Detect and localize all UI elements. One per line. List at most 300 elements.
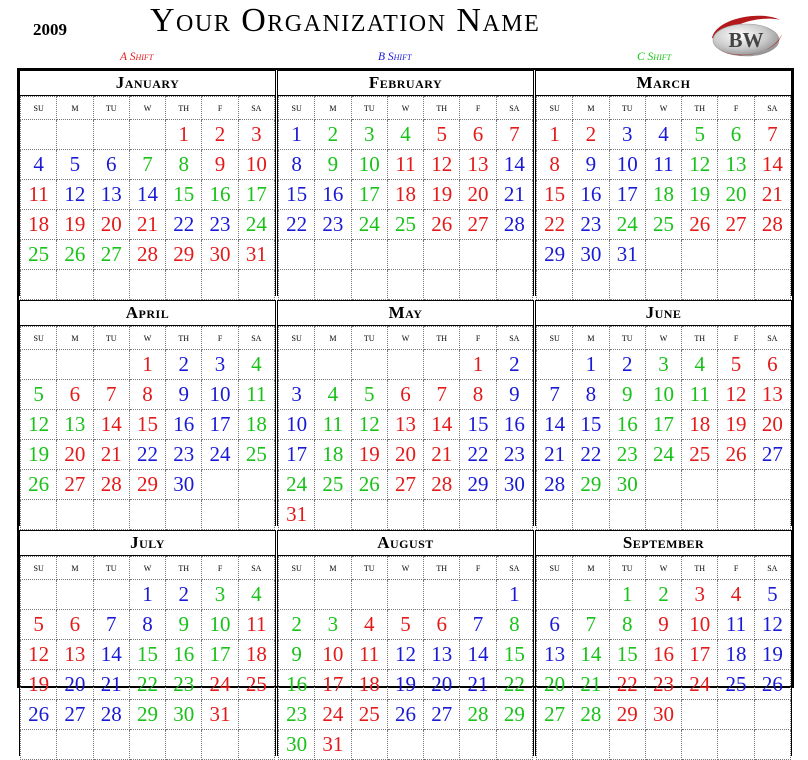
- day-cell: 1: [609, 580, 645, 610]
- day-cell: 20: [57, 670, 93, 700]
- day-cell: 1: [573, 350, 609, 380]
- empty-cell: [129, 120, 165, 150]
- day-cell: 15: [460, 410, 496, 440]
- day-cell: 8: [537, 150, 573, 180]
- weekday-header: th: [682, 327, 718, 350]
- weekday-header: w: [387, 557, 423, 580]
- day-cell: 20: [424, 670, 460, 700]
- weekday-header: f: [460, 327, 496, 350]
- day-cell: 5: [21, 380, 57, 410]
- day-cell: 9: [166, 380, 202, 410]
- day-cell: 26: [21, 470, 57, 500]
- day-cell: 8: [129, 610, 165, 640]
- day-cell: 24: [645, 440, 681, 470]
- empty-cell: [279, 240, 315, 270]
- empty-cell: [93, 730, 129, 760]
- empty-cell: [387, 500, 423, 530]
- day-cell: 24: [682, 670, 718, 700]
- day-cell: 7: [496, 120, 532, 150]
- month-name: January: [20, 71, 275, 96]
- month-may: [277, 300, 534, 526]
- day-cell: 15: [129, 640, 165, 670]
- day-cell: 19: [718, 410, 754, 440]
- weekday-header: m: [573, 97, 609, 120]
- day-cell: 19: [424, 180, 460, 210]
- day-cell: 12: [21, 640, 57, 670]
- empty-cell: [387, 270, 423, 300]
- day-cell: 4: [645, 120, 681, 150]
- day-cell: 16: [202, 180, 238, 210]
- empty-cell: [279, 270, 315, 300]
- day-cell: 9: [609, 380, 645, 410]
- day-cell: 6: [537, 610, 573, 640]
- day-cell: 23: [573, 210, 609, 240]
- month-table: [20, 556, 275, 760]
- day-cell: 25: [21, 240, 57, 270]
- weekday-header: f: [460, 97, 496, 120]
- day-cell: 6: [754, 350, 790, 380]
- day-cell: 7: [424, 380, 460, 410]
- day-cell: 21: [460, 670, 496, 700]
- month-name: February: [278, 71, 533, 96]
- empty-cell: [387, 350, 423, 380]
- day-cell: 27: [57, 700, 93, 730]
- day-cell: 11: [682, 380, 718, 410]
- shift-b-legend: B Shift: [378, 51, 412, 63]
- weekday-header: w: [387, 327, 423, 350]
- empty-cell: [496, 730, 532, 760]
- weekday-header: f: [718, 327, 754, 350]
- weekday-header: th: [424, 557, 460, 580]
- weekday-header: m: [573, 557, 609, 580]
- day-cell: 10: [202, 610, 238, 640]
- empty-cell: [238, 730, 274, 760]
- day-cell: 15: [166, 180, 202, 210]
- day-cell: 7: [573, 610, 609, 640]
- day-cell: 8: [496, 610, 532, 640]
- day-cell: 9: [166, 610, 202, 640]
- month-table: [20, 326, 275, 530]
- day-cell: 6: [424, 610, 460, 640]
- empty-cell: [238, 470, 274, 500]
- day-cell: 30: [202, 240, 238, 270]
- day-cell: 26: [424, 210, 460, 240]
- day-cell: 20: [754, 410, 790, 440]
- empty-cell: [387, 580, 423, 610]
- day-cell: 5: [718, 350, 754, 380]
- empty-cell: [609, 500, 645, 530]
- empty-cell: [57, 580, 93, 610]
- day-cell: 12: [718, 380, 754, 410]
- day-cell: 12: [682, 150, 718, 180]
- logo-text: BW: [728, 28, 764, 52]
- empty-cell: [718, 700, 754, 730]
- day-cell: 23: [202, 210, 238, 240]
- empty-cell: [351, 500, 387, 530]
- day-cell: 27: [537, 700, 573, 730]
- weekday-header: th: [682, 97, 718, 120]
- weekday-header: tu: [609, 327, 645, 350]
- day-cell: 8: [129, 380, 165, 410]
- weekday-header: sa: [754, 97, 790, 120]
- day-cell: 11: [238, 610, 274, 640]
- weekday-header: tu: [609, 557, 645, 580]
- day-cell: 21: [496, 180, 532, 210]
- day-cell: 17: [202, 640, 238, 670]
- day-cell: 16: [609, 410, 645, 440]
- day-cell: 20: [57, 440, 93, 470]
- empty-cell: [537, 730, 573, 760]
- day-cell: 18: [238, 410, 274, 440]
- weekday-header: w: [129, 97, 165, 120]
- weekday-header: f: [202, 557, 238, 580]
- empty-cell: [460, 580, 496, 610]
- day-cell: 13: [537, 640, 573, 670]
- day-cell: 24: [315, 700, 351, 730]
- empty-cell: [645, 730, 681, 760]
- day-cell: 17: [645, 410, 681, 440]
- day-cell: 3: [238, 120, 274, 150]
- day-cell: 17: [351, 180, 387, 210]
- empty-cell: [496, 500, 532, 530]
- day-cell: 30: [166, 700, 202, 730]
- weekday-header: sa: [496, 97, 532, 120]
- weekday-header: w: [645, 557, 681, 580]
- day-cell: 22: [496, 670, 532, 700]
- day-cell: 7: [754, 120, 790, 150]
- empty-cell: [754, 470, 790, 500]
- empty-cell: [537, 350, 573, 380]
- empty-cell: [57, 350, 93, 380]
- empty-cell: [238, 700, 274, 730]
- day-cell: 11: [351, 640, 387, 670]
- day-cell: 20: [460, 180, 496, 210]
- day-cell: 26: [351, 470, 387, 500]
- empty-cell: [279, 580, 315, 610]
- empty-cell: [718, 240, 754, 270]
- weekday-header: m: [57, 97, 93, 120]
- day-cell: 11: [718, 610, 754, 640]
- weekday-header: tu: [609, 97, 645, 120]
- day-cell: 31: [279, 500, 315, 530]
- day-cell: 14: [93, 640, 129, 670]
- day-cell: 6: [718, 120, 754, 150]
- day-cell: 14: [424, 410, 460, 440]
- day-cell: 15: [573, 410, 609, 440]
- day-cell: 29: [496, 700, 532, 730]
- day-cell: 18: [682, 410, 718, 440]
- empty-cell: [21, 120, 57, 150]
- empty-cell: [424, 350, 460, 380]
- empty-cell: [537, 580, 573, 610]
- weekday-header: th: [166, 327, 202, 350]
- weekday-header: f: [202, 97, 238, 120]
- empty-cell: [460, 240, 496, 270]
- day-cell: 13: [93, 180, 129, 210]
- empty-cell: [537, 500, 573, 530]
- empty-cell: [21, 730, 57, 760]
- weekday-header: su: [21, 327, 57, 350]
- day-cell: 7: [129, 150, 165, 180]
- day-cell: 18: [238, 640, 274, 670]
- day-cell: 10: [682, 610, 718, 640]
- month-table: [536, 326, 791, 530]
- empty-cell: [202, 270, 238, 300]
- day-cell: 14: [496, 150, 532, 180]
- day-cell: 27: [93, 240, 129, 270]
- day-cell: 6: [387, 380, 423, 410]
- day-cell: 7: [93, 610, 129, 640]
- empty-cell: [93, 120, 129, 150]
- weekday-header: tu: [93, 557, 129, 580]
- day-cell: 18: [351, 670, 387, 700]
- day-cell: 16: [279, 670, 315, 700]
- day-cell: 22: [460, 440, 496, 470]
- day-cell: 26: [21, 700, 57, 730]
- day-cell: 16: [573, 180, 609, 210]
- day-cell: 2: [645, 580, 681, 610]
- empty-cell: [573, 580, 609, 610]
- day-cell: 30: [166, 470, 202, 500]
- empty-cell: [351, 240, 387, 270]
- day-cell: 9: [573, 150, 609, 180]
- day-cell: 5: [387, 610, 423, 640]
- day-cell: 10: [351, 150, 387, 180]
- day-cell: 4: [315, 380, 351, 410]
- day-cell: 11: [387, 150, 423, 180]
- empty-cell: [57, 500, 93, 530]
- month-february: [277, 70, 534, 296]
- day-cell: 12: [387, 640, 423, 670]
- empty-cell: [682, 470, 718, 500]
- day-cell: 15: [496, 640, 532, 670]
- day-cell: 29: [129, 470, 165, 500]
- day-cell: 23: [166, 440, 202, 470]
- day-cell: 12: [424, 150, 460, 180]
- day-cell: 27: [57, 470, 93, 500]
- empty-cell: [166, 730, 202, 760]
- day-cell: 13: [387, 410, 423, 440]
- empty-cell: [645, 240, 681, 270]
- empty-cell: [645, 500, 681, 530]
- empty-cell: [496, 240, 532, 270]
- day-cell: 18: [645, 180, 681, 210]
- empty-cell: [93, 500, 129, 530]
- empty-cell: [166, 500, 202, 530]
- empty-cell: [645, 270, 681, 300]
- day-cell: 16: [166, 640, 202, 670]
- day-cell: 21: [129, 210, 165, 240]
- empty-cell: [573, 270, 609, 300]
- empty-cell: [93, 350, 129, 380]
- weekday-header: th: [682, 557, 718, 580]
- weekday-header: tu: [93, 327, 129, 350]
- empty-cell: [315, 580, 351, 610]
- empty-cell: [424, 730, 460, 760]
- day-cell: 29: [460, 470, 496, 500]
- day-cell: 11: [315, 410, 351, 440]
- day-cell: 25: [718, 670, 754, 700]
- day-cell: 28: [129, 240, 165, 270]
- day-cell: 25: [645, 210, 681, 240]
- day-cell: 17: [238, 180, 274, 210]
- empty-cell: [351, 270, 387, 300]
- day-cell: 10: [279, 410, 315, 440]
- day-cell: 30: [573, 240, 609, 270]
- day-cell: 30: [645, 700, 681, 730]
- day-cell: 23: [315, 210, 351, 240]
- day-cell: 3: [609, 120, 645, 150]
- weekday-header: tu: [351, 557, 387, 580]
- day-cell: 28: [460, 700, 496, 730]
- day-cell: 25: [238, 440, 274, 470]
- weekday-header: w: [129, 327, 165, 350]
- day-cell: 16: [315, 180, 351, 210]
- day-cell: 2: [279, 610, 315, 640]
- day-cell: 13: [718, 150, 754, 180]
- year-label: 2009: [33, 20, 67, 39]
- empty-cell: [718, 500, 754, 530]
- day-cell: 19: [387, 670, 423, 700]
- day-cell: 27: [460, 210, 496, 240]
- day-cell: 5: [424, 120, 460, 150]
- day-cell: 22: [573, 440, 609, 470]
- empty-cell: [609, 730, 645, 760]
- day-cell: 19: [682, 180, 718, 210]
- empty-cell: [682, 700, 718, 730]
- empty-cell: [460, 270, 496, 300]
- weekday-header: su: [279, 97, 315, 120]
- empty-cell: [682, 730, 718, 760]
- day-cell: 11: [645, 150, 681, 180]
- day-cell: 21: [424, 440, 460, 470]
- day-cell: 4: [238, 350, 274, 380]
- day-cell: 4: [238, 580, 274, 610]
- day-cell: 23: [496, 440, 532, 470]
- day-cell: 16: [166, 410, 202, 440]
- day-cell: 5: [21, 610, 57, 640]
- day-cell: 19: [57, 210, 93, 240]
- day-cell: 12: [351, 410, 387, 440]
- day-cell: 28: [424, 470, 460, 500]
- day-cell: 8: [460, 380, 496, 410]
- day-cell: 18: [315, 440, 351, 470]
- day-cell: 19: [754, 640, 790, 670]
- empty-cell: [315, 240, 351, 270]
- day-cell: 27: [754, 440, 790, 470]
- day-cell: 25: [238, 670, 274, 700]
- month-july: [19, 530, 276, 756]
- empty-cell: [21, 580, 57, 610]
- empty-cell: [460, 730, 496, 760]
- day-cell: 1: [129, 580, 165, 610]
- empty-cell: [496, 270, 532, 300]
- day-cell: 30: [609, 470, 645, 500]
- day-cell: 21: [93, 440, 129, 470]
- weekday-header: w: [645, 327, 681, 350]
- day-cell: 23: [609, 440, 645, 470]
- empty-cell: [57, 120, 93, 150]
- day-cell: 22: [537, 210, 573, 240]
- day-cell: 13: [460, 150, 496, 180]
- day-cell: 10: [315, 640, 351, 670]
- day-cell: 19: [21, 670, 57, 700]
- day-cell: 15: [537, 180, 573, 210]
- month-table: [278, 96, 533, 300]
- empty-cell: [424, 580, 460, 610]
- empty-cell: [315, 270, 351, 300]
- day-cell: 28: [754, 210, 790, 240]
- day-cell: 14: [573, 640, 609, 670]
- empty-cell: [315, 500, 351, 530]
- empty-cell: [573, 730, 609, 760]
- empty-cell: [754, 240, 790, 270]
- empty-cell: [754, 730, 790, 760]
- day-cell: 25: [387, 210, 423, 240]
- day-cell: 15: [609, 640, 645, 670]
- day-cell: 23: [166, 670, 202, 700]
- weekday-header: tu: [93, 97, 129, 120]
- day-cell: 12: [754, 610, 790, 640]
- empty-cell: [21, 500, 57, 530]
- month-april: [19, 300, 276, 526]
- month-table: [278, 326, 533, 530]
- month-january: [19, 70, 276, 296]
- day-cell: 22: [609, 670, 645, 700]
- weekday-header: tu: [351, 97, 387, 120]
- month-september: [535, 530, 792, 756]
- day-cell: 2: [573, 120, 609, 150]
- day-cell: 22: [129, 670, 165, 700]
- empty-cell: [315, 350, 351, 380]
- day-cell: 23: [645, 670, 681, 700]
- weekday-header: su: [21, 97, 57, 120]
- month-march: [535, 70, 792, 296]
- day-cell: 1: [460, 350, 496, 380]
- shift-c-legend: C Shift: [637, 51, 672, 63]
- day-cell: 16: [496, 410, 532, 440]
- day-cell: 8: [573, 380, 609, 410]
- day-cell: 20: [718, 180, 754, 210]
- weekday-header: su: [279, 557, 315, 580]
- day-cell: 25: [315, 470, 351, 500]
- day-cell: 26: [57, 240, 93, 270]
- day-cell: 30: [279, 730, 315, 760]
- weekday-header: su: [279, 327, 315, 350]
- day-cell: 21: [573, 670, 609, 700]
- empty-cell: [202, 500, 238, 530]
- day-cell: 27: [387, 470, 423, 500]
- day-cell: 14: [460, 640, 496, 670]
- empty-cell: [718, 470, 754, 500]
- day-cell: 26: [754, 670, 790, 700]
- day-cell: 5: [57, 150, 93, 180]
- day-cell: 22: [129, 440, 165, 470]
- day-cell: 3: [351, 120, 387, 150]
- day-cell: 13: [424, 640, 460, 670]
- day-cell: 14: [129, 180, 165, 210]
- empty-cell: [387, 730, 423, 760]
- day-cell: 24: [202, 670, 238, 700]
- month-name: March: [536, 71, 791, 96]
- day-cell: 4: [718, 580, 754, 610]
- empty-cell: [537, 270, 573, 300]
- day-cell: 28: [573, 700, 609, 730]
- day-cell: 13: [754, 380, 790, 410]
- day-cell: 13: [57, 410, 93, 440]
- day-cell: 6: [57, 380, 93, 410]
- empty-cell: [718, 730, 754, 760]
